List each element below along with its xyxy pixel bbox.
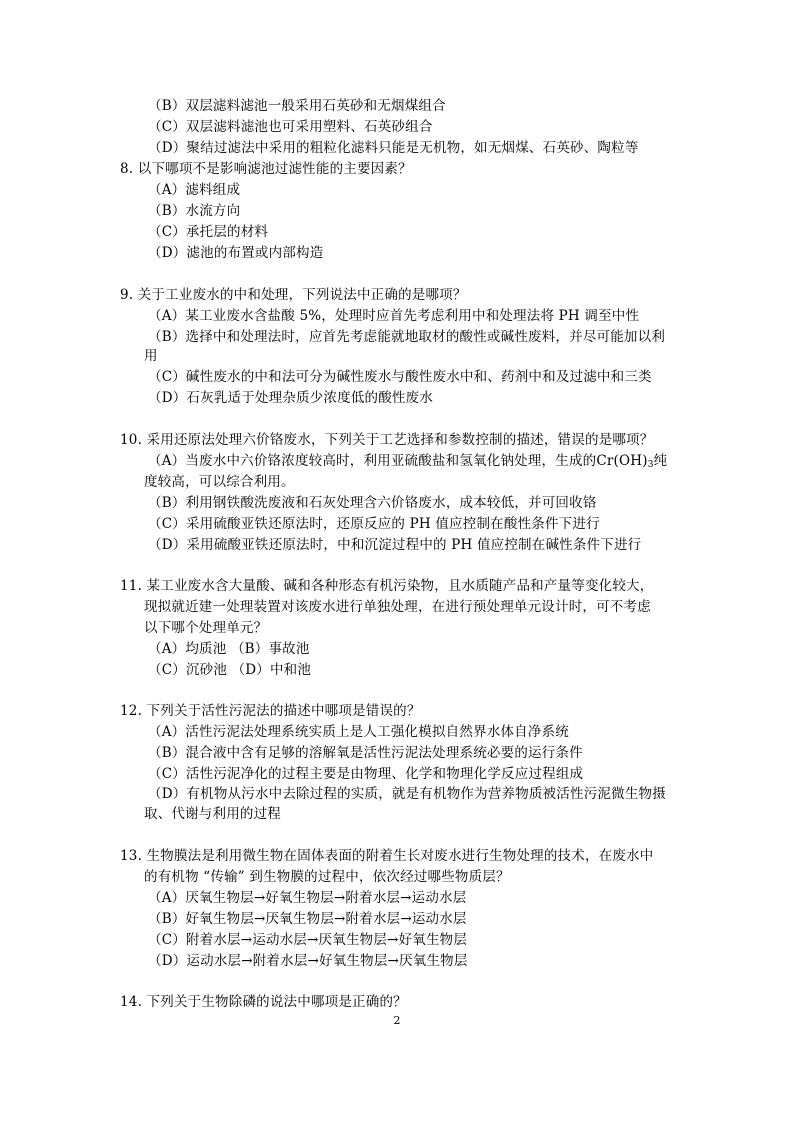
question-stem: 12. 下列关于活性污泥法的描述中哪项是错误的？ bbox=[120, 703, 421, 719]
option-c: （C）采用硫酸亚铁还原法时，还原反应的 PH 值应控制在酸性条件下进行 bbox=[148, 516, 600, 532]
option-b: （B）好氧生物层→厌氧生物层→附着水层→运动水层 bbox=[148, 911, 467, 927]
option-b: （B）双层滤料滤池一般采用石英砂和无烟煤组合 bbox=[148, 98, 446, 114]
option-a: （A）活性污泥法处理系统实质上是人工强化模拟自然界水体自净系统 bbox=[148, 724, 569, 740]
option-d: （D）运动水层→附着水层→好氧生物层→厌氧生物层 bbox=[148, 953, 468, 969]
question-stem: 11. 某工业废水含大量酸、碱和各种形态有机污染物，且水质随产品和产量等变化较大， bbox=[120, 578, 654, 594]
option-c: （C）附着水层→运动水层→厌氧生物层→好氧生物层 bbox=[148, 932, 468, 948]
question-stem-continued: 以下哪个处理单元？ bbox=[144, 620, 268, 636]
option-a-text-end: 纯 bbox=[653, 453, 668, 469]
option-c: （C）碱性废水的中和法可分为碱性废水与酸性废水中和、药剂中和及过滤中和三类 bbox=[148, 369, 652, 385]
option-a: （A）滤料组成 bbox=[148, 182, 241, 198]
option-a-text: （A）当废水中六价铬浓度较高时，利用亚硫酸盐和氢氧化钠处理，生成的 bbox=[148, 453, 597, 469]
question-stem: 14. 下列关于生物除磷的说法中哪项是正确的？ bbox=[120, 994, 407, 1010]
page-number: 2 bbox=[393, 1014, 401, 1027]
option-b: （B）选择中和处理法时，应首先考虑能就地取材的酸性或碱性废料，并尽可能加以利 bbox=[148, 329, 666, 345]
option-d: （D）聚结过滤法中采用的粗粒化滤料只能是无机物，如无烟煤、石英砂、陶粒等 bbox=[148, 140, 639, 156]
option-b: （B）混合液中含有足够的溶解氧是活性污泥法处理系统必要的运行条件 bbox=[148, 745, 583, 761]
option-d-continued: 取、代谢与利用的过程 bbox=[144, 806, 281, 822]
formula-subscript: 3 bbox=[647, 460, 654, 470]
question-stem-continued: 的有机物 “传输” 到生物膜的过程中，依次经过哪些物质层？ bbox=[144, 869, 510, 885]
question-stem-continued: 现拟就近建一处理装置对该废水进行单独处理，在进行预处理单元设计时，可不考虑 bbox=[144, 599, 651, 615]
question-stem: 10. 采用还原法处理六价铬废水，下列关于工艺选择和参数控制的描述，错误的是哪项？ bbox=[120, 432, 654, 448]
option-a-continued: 度较高，可以综合利用。 bbox=[144, 474, 295, 490]
question-stem: 8. 以下哪项不是影响滤池过滤性能的主要因素？ bbox=[120, 161, 412, 177]
option-b: （B）利用钢铁酸洗废液和石灰处理含六价铬废水，成本较低，并可回收铬 bbox=[148, 495, 597, 511]
options-c-d: （C）沉砂池 （D）中和池 bbox=[148, 662, 312, 678]
option-d: （D）石灰乳适于处理杂质少浓度低的酸性废水 bbox=[148, 390, 434, 406]
option-c: （C）承托层的材料 bbox=[148, 224, 269, 240]
option-c: （C）活性污泥净化的过程主要是由物理、化学和物理化学反应过程组成 bbox=[148, 766, 584, 782]
question-stem: 13. 生物膜法是利用微生物在固体表面的附着生长对废水进行生物处理的技术，在废水中 bbox=[120, 848, 654, 864]
chemical-formula: Cr(OH) bbox=[596, 453, 648, 469]
option-d: （D）采用硫酸亚铁还原法时，中和沉淀过程中的 PH 值应控制在碱性条件下进行 bbox=[148, 537, 642, 553]
option-b: （B）水流方向 bbox=[148, 203, 241, 219]
option-c: （C）双层滤料滤池也可采用塑料、石英砂组合 bbox=[148, 119, 433, 135]
option-b-continued: 用 bbox=[144, 348, 158, 364]
option-a: （A）厌氧生物层→好氧生物层→附着水层→运动水层 bbox=[148, 890, 467, 906]
question-stem: 9. 关于工业废水的中和处理，下列说法中正确的是哪项？ bbox=[120, 287, 467, 303]
options-a-b: （A）均质池 （B）事故池 bbox=[148, 641, 310, 657]
option-d: （D）滤池的布置或内部构造 bbox=[148, 245, 324, 261]
option-a: （A）某工业废水含盐酸 5%，处理时应首先考虑利用中和处理法将 PH 调至中性 bbox=[148, 308, 640, 324]
option-d: （D）有机物从污水中去除过程的实质，就是有机物作为营养物质被活性污泥微生物摄 bbox=[148, 786, 666, 802]
